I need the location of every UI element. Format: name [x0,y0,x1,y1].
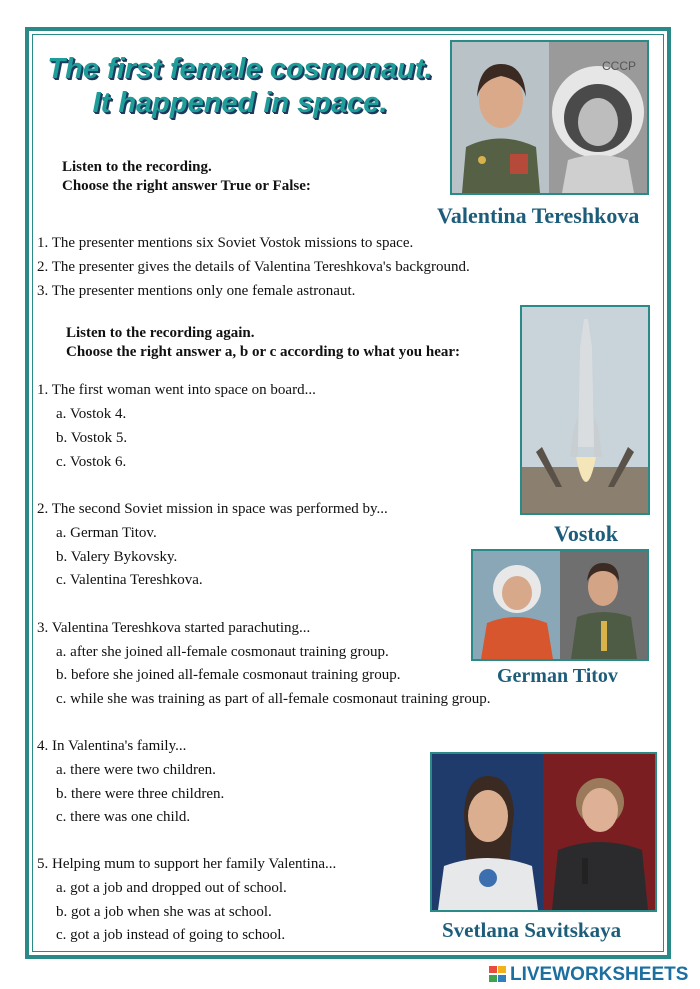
question-4: 4. In Valentina's family... [37,738,187,754]
question-2-option-b[interactable]: b. Valery Bykovsky. [56,549,178,565]
question-2: 2. The second Soviet mission in space was performed by... [37,501,388,517]
titov-photo [471,549,649,661]
question-1-option-c[interactable]: c. Vostok 6. [56,454,127,470]
instruction-line-2: Choose the right answer a, b or c according to what you hear: [66,344,461,360]
question-5-option-a[interactable]: a. got a job and dropped out of school. [56,880,287,896]
question-5: 5. Helping mum to support her family Valentina... [37,856,337,872]
worksheet-title [40,52,440,120]
statement-1[interactable]: 1. The presenter mentions six Soviet Vostok missions to space. [37,235,414,251]
helmet-text: CCCP [602,59,637,73]
instruction-line-1: Listen to the recording again. [66,325,255,341]
question-4-option-c[interactable]: c. there was one child. [56,809,191,825]
titov-image [473,551,647,659]
question-5-option-c[interactable]: c. got a job instead of going to school. [56,927,286,943]
liveworksheets-logo-icon [489,966,507,983]
tereshkova-image [452,42,647,193]
question-5-option-b[interactable]: b. got a job when she was at school. [56,904,272,920]
statement-2[interactable]: 2. The presenter gives the details of Valentina Tereshkova's background. [37,259,470,275]
question-3-option-b[interactable]: b. before she joined all-female cosmonaut training group. [56,667,401,683]
title-line-2: It happened in space. [92,87,388,119]
tereshkova-photo [450,40,649,195]
rocket-image [522,307,648,513]
brand-name[interactable]: LIVEWORKSHEETS [510,964,689,985]
caption-savitskaya: Svetlana Savitskaya [442,918,622,942]
question-2-option-a[interactable]: a. German Titov. [56,525,157,541]
caption-vostok: Vostok [554,521,618,546]
savitskaya-image [432,754,655,910]
question-4-option-a[interactable]: a. there were two children. [56,762,216,778]
question-1-option-a[interactable]: a. Vostok 4. [56,406,127,422]
question-3: 3. Valentina Tereshkova started parachuting... [37,620,311,636]
question-1-option-b[interactable]: b. Vostok 5. [56,430,128,446]
vostok-photo [520,305,650,515]
question-3-option-a[interactable]: a. after she joined all-female cosmonaut training group. [56,644,389,660]
caption-titov: German Titov [497,665,618,687]
instruction-line-1: Listen to the recording. [62,159,212,175]
title-line-1: The first female cosmonaut. [47,53,433,85]
savitskaya-photo [430,752,657,912]
instructions-true-false [62,158,311,196]
caption-tereshkova: Valentina Tereshkova [437,203,640,228]
question-2-option-c[interactable]: c. Valentina Tereshkova. [56,572,203,588]
instructions-multiple-choice [66,324,460,362]
instruction-line-2: Choose the right answer True or False: [62,178,311,194]
question-4-option-b[interactable]: b. there were three children. [56,786,225,802]
question-3-option-c[interactable]: c. while she was training as part of all-female cosmonaut training group. [56,691,491,707]
question-1: 1. The first woman went into space on board... [37,382,316,398]
statement-3[interactable]: 3. The presenter mentions only one female astronaut. [37,283,356,299]
